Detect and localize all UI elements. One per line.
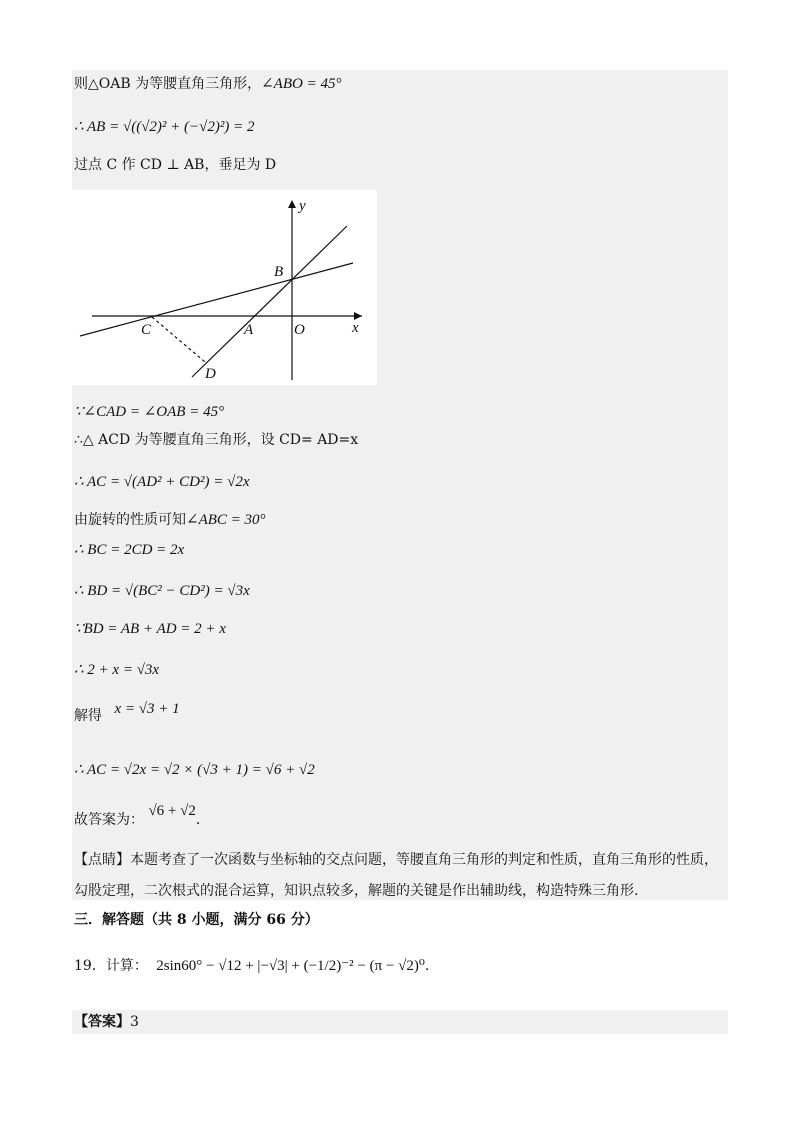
line1-math: ∠ABO = 45° (261, 76, 342, 92)
solution-line-2: ∴ AB = √((√2)² + (−√2)²) = 2 (74, 119, 255, 135)
line7-math: ∠ABC = 30° (186, 512, 266, 528)
problem-19-expression: 2sin60° − √12 + |−√3| + (−1/2)⁻² − (π − √2)⁰ (156, 958, 425, 974)
solution-line-14 (74, 803, 201, 830)
label-d: D (205, 366, 216, 382)
problem-19-number: 19．计算： (74, 958, 148, 974)
comment-line-1 (74, 850, 718, 870)
label-o: O (294, 322, 305, 338)
solution-line-9: ∴ BD = √(BC² − CD²) = √3x (74, 583, 250, 599)
line12-math: x = √3 + 1 (114, 701, 180, 717)
x-axis-arrow (354, 312, 362, 320)
label-c: C (141, 322, 152, 338)
problem-19-end: . (424, 958, 430, 974)
solution-line-3: 过点 C 作 CD ⊥ AB，垂足为 D (74, 157, 277, 173)
line14-text: 故答案为： (74, 812, 144, 828)
figure-svg (72, 190, 377, 385)
solution-line-1 (74, 74, 341, 94)
line14-math: √6 + √2 (148, 803, 196, 819)
segment-cd (152, 317, 205, 362)
solution-line-10: ∵BD = AB + AD = 2 + x (74, 621, 226, 637)
solution-line-7 (74, 510, 266, 530)
solution-line-11: ∴ 2 + x = √3x (74, 662, 160, 678)
label-y: y (299, 198, 306, 214)
answer-shaded-block (72, 1010, 728, 1034)
line14-end: . (195, 812, 201, 828)
solution-line-6: ∴ AC = √(AD² + CD²) = √2x (74, 474, 250, 490)
y-axis-arrow (288, 200, 296, 208)
answer-line (74, 1012, 139, 1032)
line12-text: 解得 (74, 708, 102, 724)
answer-tag: 【答案】 (74, 1014, 130, 1030)
coordinate-figure (72, 190, 377, 385)
solution-line-4: ∵∠CAD = ∠OAB = 45° (74, 404, 225, 420)
line-ab (192, 226, 347, 377)
problem-19 (74, 956, 429, 976)
solution-line-12 (74, 701, 180, 726)
section-heading: 三．解答题（共 8 小题，满分 66 分） (74, 912, 319, 928)
comment-tag: 【点睛】 (74, 852, 130, 868)
line7-text: 由旋转的性质可知 (74, 512, 186, 528)
solution-line-5: ∴△ ACD 为等腰直角三角形，设 CD= AD=x (74, 432, 359, 448)
line1-text: 则△OAB 为等腰直角三角形， (74, 76, 262, 92)
solution-line-13: ∴ AC = √2x = √2 × (√3 + 1) = √6 + √2 (74, 762, 315, 778)
solution-line-8: ∴ BC = 2CD = 2x (74, 542, 185, 558)
label-a: A (244, 322, 254, 338)
comment-text-1: 本题考查了一次函数与坐标轴的交点问题，等腰直角三角形的判定和性质，直角三角形的性质， (130, 852, 718, 868)
answer-value: 3 (130, 1014, 139, 1030)
label-x: x (352, 320, 359, 336)
label-b: B (274, 264, 284, 280)
comment-line-2: 勾股定理，二次根式的混合运算，知识点较多，解题的关键是作出辅助线，构造特殊三角形. (74, 883, 639, 899)
line-bc (80, 263, 353, 336)
